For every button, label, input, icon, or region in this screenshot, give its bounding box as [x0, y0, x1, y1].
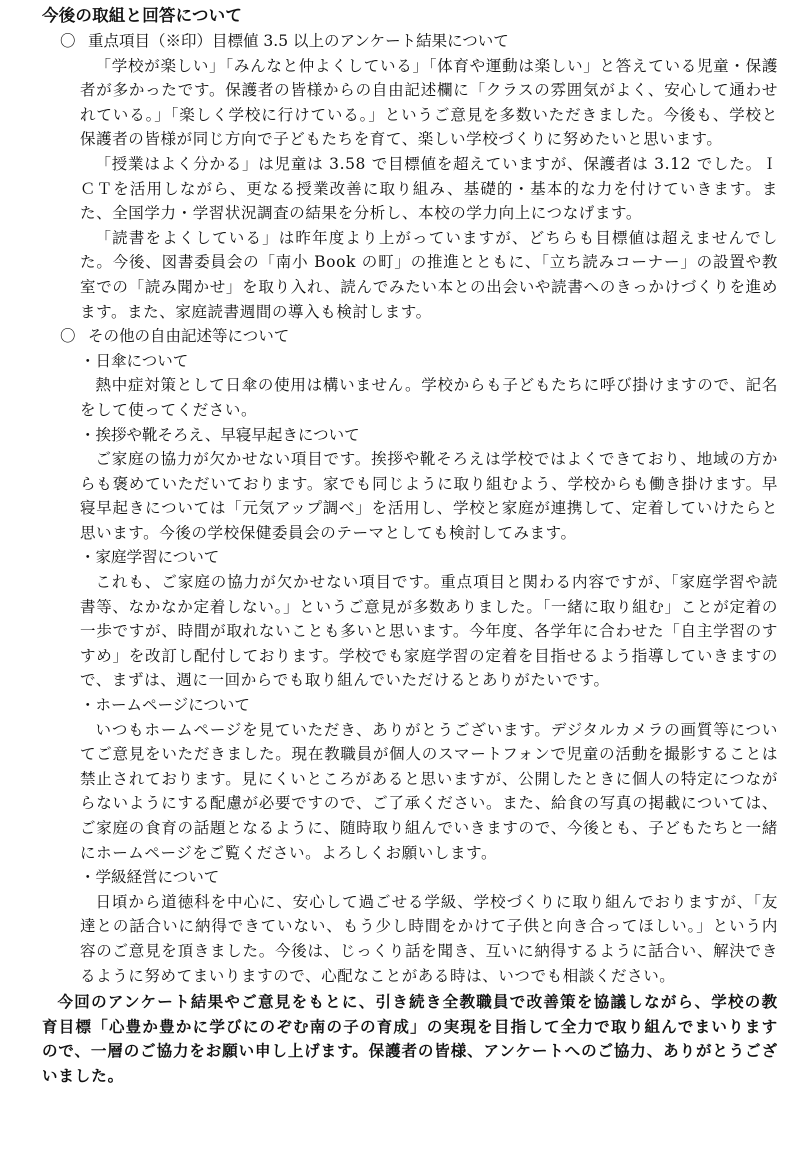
topic-label: ・家庭学習について [80, 548, 220, 567]
topic-text: ご家庭の協力が欠かせない項目です。挨拶や靴そろえは学校ではよくできており、地域の方からも褒めていただいております。家でも同じように取り組むよう、学校からも働き掛けます。早寝早起きについては「元気アップ調べ」を活用し、学校と家庭が連携して、定着していけたらと思います。今後の学校保健委員会のテーマとしても検討してみます。 [80, 450, 778, 542]
paragraph: 「読書をよくしている」は昨年度より上がっていますが、どちらも目標値は超えませんでした。今後、図書委員会の「南小 Book の町」の推進とともに、「立ち読みコーナー」の設置や教室での「読み聞かせ」を取り入れ、読んでみたい本との出会いや読書へのきっかけづくりを進めます。また、家庭読書週間の導入も検討します。 [80, 228, 778, 321]
closing-paragraph: 今回のアンケート結果やご意見をもとに、引き続き全教職員で改善策を協議しながら、学校の教育目標「心豊か豊かに学びにのぞむ南の子の育成」の実現を目指して全力で取り組んでまいりますので、一層のご協力をお願い申し上げます。保護者の皆様、アンケートへのご協力、ありがとうございました。 [42, 993, 778, 1085]
topic-label: ・挨拶や靴そろえ、早寝早起きについて [80, 425, 360, 444]
topic-text: いつもホームページを見ていただき、ありがとうございます。デジタルカメラの画質等についてご意見をいただきました。現在教職員が個人のスマートフォンで児童の活動を撮影することは禁止されております。見にくいところがあると思いますが、公開したときに個人の特定につながらないようにする配慮が必要ですので、ご了承ください。また、給食の写真の掲載については、ご家庭の食育の話題となるように、随時取り組んでいきますので、今後とも、子どもたちと一緒にホームページをご覧ください。よろしくお願いします。 [80, 720, 778, 862]
paragraph: 「学校が楽しい」「みんなと仲よくしている」「体育や運動は楽しい」と答えている児童・保護者が多かったです。保護者の皆様からの自由記述欄に「クラスの雰囲気がよく、安心して通わせれている。」「楽しく学校に行けている。」というご意見を多数いただきました。今後も、学校と保護者の皆様が同じ方向で子どもたちを育て、楽しい学校づくりに努めたいと思います。 [80, 56, 778, 149]
section-free-comments [42, 324, 778, 988]
section-heading [42, 324, 778, 349]
circle-marker: 〇 [60, 32, 76, 50]
topic-text: これも、ご家庭の協力が欠かせない項目です。重点項目と関わる内容ですが、「家庭学習や読書等、なかなか定着しない。」というご意見が多数ありました。「一緒に取り組む」ことが定着の一歩ですが、時間が取れないことも多いと思います。今年度、各学年に合わせた「自主学習のすすめ」を改訂し配付しております。学校でも家庭学習の定着を目指せるよう指導していきますので、まずは、週に一回からでも取り組んでいただけるとありがたいです。 [80, 573, 778, 690]
paragraph: 「授業はよく分かる」は児童は 3.58 で目標値を超えていますが、保護者は 3.12 でした。ＩＣＴを活用しながら、更なる授業改善に取り組み、基礎的・基本的な力を付けていきます。また、全国学力・学習状況調査の結果を分析し、本校の学力向上につなげます。 [80, 154, 778, 223]
document-page [42, 4, 778, 1089]
section-heading-text: 重点項目（※印）目標値 3.5 以上のアンケート結果について [88, 32, 509, 50]
topic-label: ・ホームページについて [80, 696, 250, 715]
topic-label: ・学級経営について [80, 868, 220, 887]
topic-text: 日頃から道徳科を中心に、安心して過ごせる学級、学校づくりに取り組んでおりますが、「友達との話合いに納得できていない、もう少し時間をかけて子供と向き合ってほしい。」という内容のご意見を頂きました。今後は、じっくり話を聞き、互いに納得するように話合い、解決できるように努めてまいりますので、心配なことがある時は、いつでも相談ください。 [80, 892, 778, 985]
circle-marker: 〇 [60, 327, 76, 346]
section-heading [42, 29, 778, 54]
document-title: 今後の取組と回答について [42, 6, 243, 25]
section-priority-items [42, 29, 778, 324]
topic-label: ・日傘について [80, 351, 189, 370]
section-heading-text: その他の自由記述等について [88, 327, 290, 346]
topic-text: 熱中症対策として日傘の使用は構いません。学校からも子どもたちに呼び掛けますので、記名をして使ってください。 [80, 376, 778, 419]
